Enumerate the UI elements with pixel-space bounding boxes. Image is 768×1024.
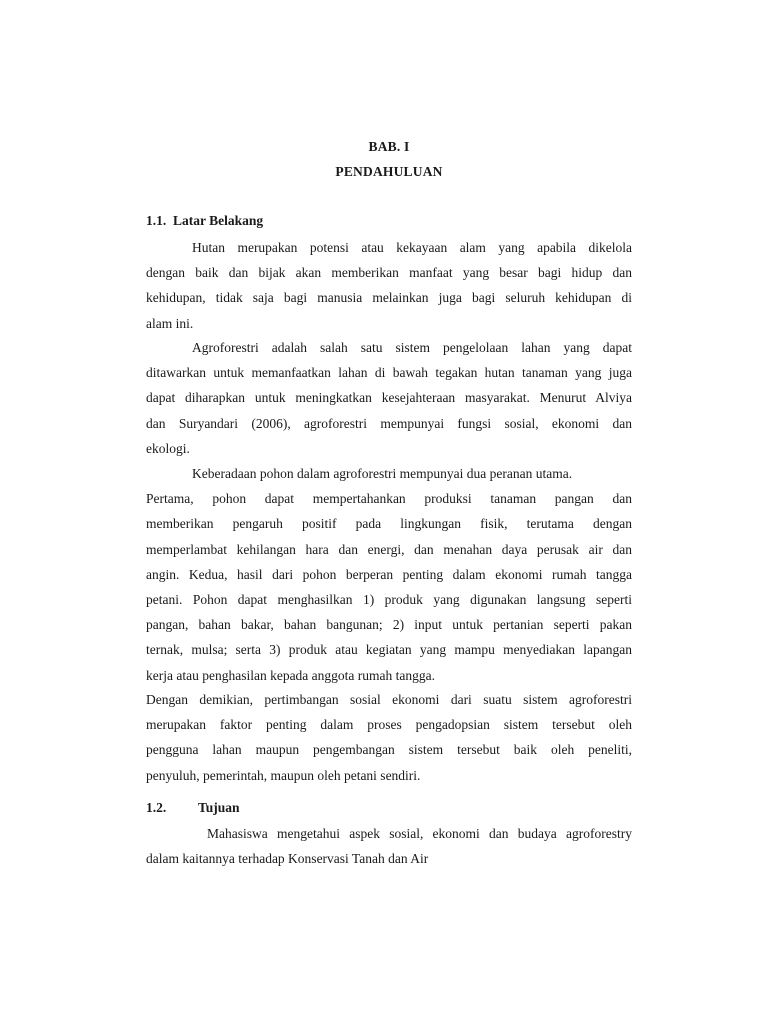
paragraph-line: petani. Pohon dapat menghasilkan 1) produk yang digunakan langsung seperti [146,591,632,607]
paragraph-line: kerja atau penghasilan kepada anggota rumah tangga. [146,667,436,683]
paragraph-hutan [146,235,632,336]
paragraph-line: Mahasiswa mengetahui aspek sosial, ekonomi dan budaya agroforestry [207,826,632,841]
paragraph-line: dapat diharapkan untuk meningkatkan kesejahteraan masyarakat. Menurut Alviya [146,390,632,406]
paragraph-line: Agroforestri adalah salah satu sistem pengelolaan lahan yang dapat [192,340,632,355]
paragraph-line: dalam kaitannya terhadap Konservasi Tanah dan Air [146,851,429,867]
paragraph-tujuan [146,821,632,871]
paragraph-line: alam ini. [146,315,194,331]
paragraph-line: Hutan merupakan potensi atau kekayaan alam yang apabila dikelola [192,240,632,255]
paragraph-line: merupakan faktor penting dalam proses pengadopsian sistem tersebut oleh [146,717,632,733]
chapter-number: BAB. I [368,139,410,154]
section-number: 1.1. [146,213,167,228]
paragraph-line: pengguna lahan maupun pengembangan sistem tersebut baik oleh peneliti, [146,742,632,758]
paragraph-line: kehidupan, tidak saja bagi manusia melainkan juga bagi seluruh kehidupan di [146,290,632,306]
paragraph-line: ditawarkan untuk memanfaatkan lahan di bawah tegakan hutan tanaman yang juga [146,365,632,381]
paragraph-keberadaan-pohon [146,461,632,688]
paragraph-line: penyuluh, pemerintah, maupun oleh petani sendiri. [146,767,421,783]
paragraph-line: ternak, mulsa; serta 3) produk atau kegiatan yang mampu menyediakan lapangan [146,642,632,658]
paragraph-line: pangan, bahan bakar, bahan bangunan; 2) input untuk pertanian seperti pakan [146,617,632,633]
section-number: 1.2. [146,800,167,815]
paragraph-line: memperlambat kehilangan hara dan energi, dan menahan daya perusak air dan [146,541,632,557]
document-page [146,0,632,1024]
paragraph-agroforestri [146,335,632,461]
paragraph-line: dan Suryandari (2006), agroforestri mempunyai fungsi sosial, ekonomi dan [146,415,632,431]
paragraph-dengan-demikian [146,687,632,788]
paragraph-line: memberikan pengaruh positif pada lingkungan fisik, terutama dengan [146,516,632,532]
section-title: Tujuan [198,800,240,815]
paragraph-line: Dengan demikian, pertimbangan sosial ekonomi dari suatu sistem agroforestri [146,692,632,707]
paragraph-line: Pertama, pohon dapat mempertahankan produksi tanaman pangan dan [146,491,632,507]
section-title: Latar Belakang [173,213,264,228]
section-heading-tujuan [146,800,240,816]
paragraph-line: angin. Kedua, hasil dari pohon berperan penting dalam ekonomi rumah tangga [146,566,632,582]
chapter-title: PENDAHULUAN [335,164,443,179]
paragraph-line: dengan baik dan bijak akan memberikan manfaat yang besar bagi hidup dan [146,265,632,281]
paragraph-line: Keberadaan pohon dalam agroforestri mempunyai dua peranan utama. [192,466,573,481]
paragraph-line: ekologi. [146,440,190,456]
section-heading-latar-belakang [146,213,263,229]
